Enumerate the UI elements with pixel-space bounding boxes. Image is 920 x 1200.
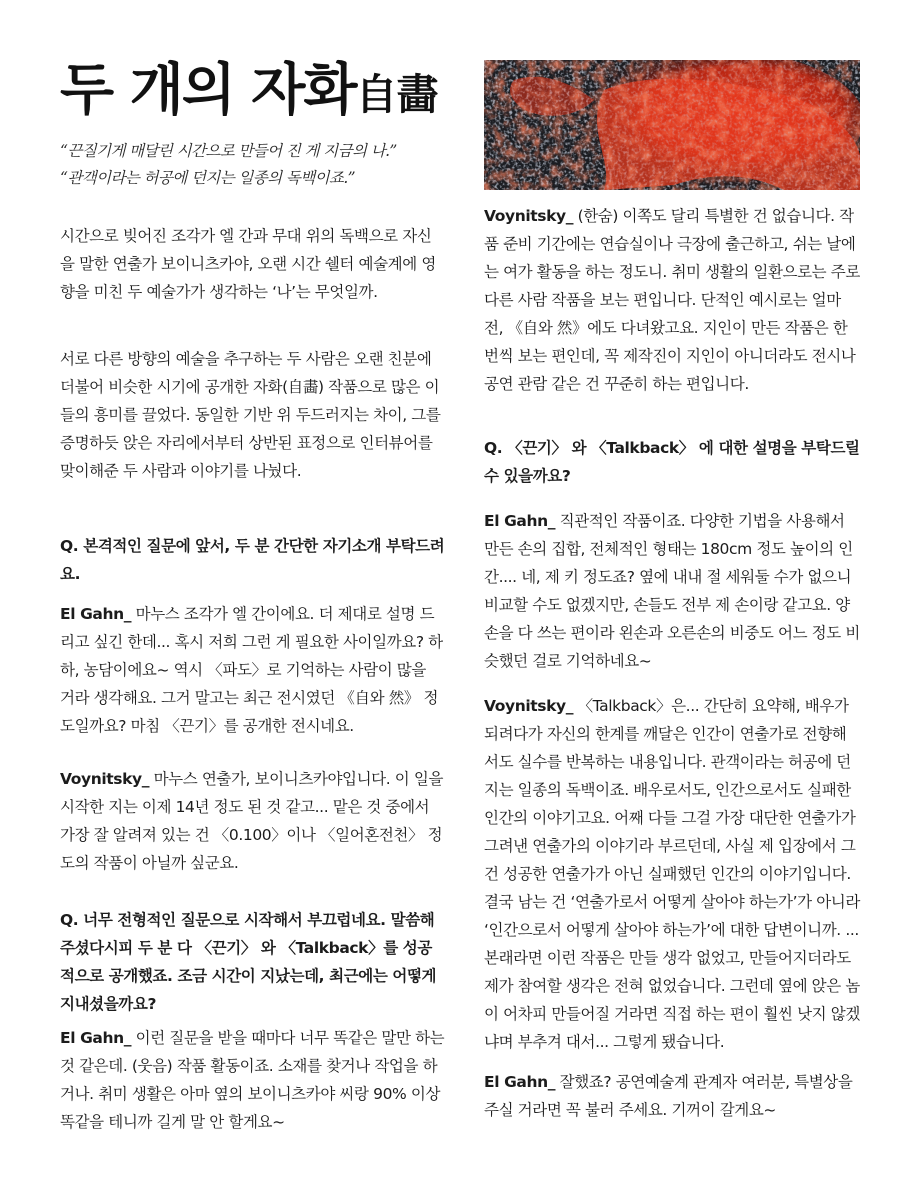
answer-text: 잘했죠? 공연예술계 관계자 여러분, 특별상을 주실 거라면 꼭 불러 주세요. 기꺼이 갈게요~ [484, 1073, 853, 1119]
intro-paragraph: 서로 다른 방향의 예술을 추구하는 두 사람은 오랜 친분에 더불어 비슷한 시기에 공개한 자화(自畵) 작품으로 많은 이들의 흥미를 끌었다. 동일한 기반 위 두드러지는 차이, 그를 증명하듯 앉은 자리에서부터 상반된 표정으로 인터뷰어를 맞이해준 두 사람과 이야기를 나눴다. [60, 350, 441, 480]
pull-quote: “관객이라는 허공에 던지는 일종의 독백이죠.” [60, 169, 355, 187]
speaker-name: El Gahn_ [484, 512, 556, 530]
answer-text: 〈Talkback〉은... 간단히 요약해, 배우가 되려다가 자신의 한계를 깨달은 인간이 연출가로 전향해서도 실수를 반복하는 내용입니다. 관객이라는 허공에 던지는 일종의 독백이죠. 배우로서도, 인간으로서도 실패한 인간의 이야기고요. 어째 다들 그걸 가장 대단한 연출가가 그려낸 연출가의 이야기라 부르던데, 사실 제 입장에서 그건 성공한 연출가가 아닌 실패했던 인간의 이야기입니다. 결국 남는 건 ‘연출가로서 어떻게 살아야 하는가’가 아니라 ‘인간으로서 어떻게 살아야 하는가’에 대한 답변이니까. ...본래라면 이런 작품은 만들 생각 없었고, 만들어지더라도 제가 참여할 생각은 전혀 없었습니다. 그런데 옆에 앉은 놈이 어차피 만들어질 거라면 직접 하는 편이 훨씬 낫지 않겠냐며 부추겨 대서... 그렇게 됐습니다. [484, 697, 860, 1051]
speaker-name: El Gahn_ [60, 1029, 132, 1047]
interview-answer [484, 202, 860, 398]
speaker-name: Voynitsky_ [484, 207, 574, 225]
interview-answer [484, 507, 860, 675]
speaker-name: El Gahn_ [484, 1073, 556, 1091]
interview-answer [60, 600, 445, 740]
artwork-image [484, 60, 860, 190]
intro-paragraph: 시간으로 빚어진 조각가 엘 간과 무대 위의 독백으로 자신을 말한 연출가 보이니츠카야, 오랜 시간 쉘터 예술계에 영향을 미친 두 예술가가 생각하는 ‘나’는 무엇일까. [60, 227, 436, 301]
speaker-name: El Gahn_ [60, 605, 132, 623]
pull-quote: “끈질기게 매달린 시간으로 만들어 진 게 지금의 나.” [60, 142, 397, 160]
interview-question: Q. 너무 전형적인 질문으로 시작해서 부끄럽네요. 말씀해주셨다시피 두 분 다 〈끈기〉 와 〈Talkback〉를 성공적으로 공개했죠. 조금 시간이 지났는데, 최근에는 어떻게 지내셨을까요? [60, 911, 437, 1013]
answer-text: 마누스 조각가 엘 간이에요. 더 제대로 설명 드리고 싶긴 한데... 혹시 저희 그런 게 필요한 사이일까요? 하하, 농담이에요~ 역시 〈파도〉로 기억하는 사람이 많을 거라 생각해요. 그거 말고는 최근 전시였던 《自와 然》 정도일까요? 마침 〈끈기〉를 공개한 전시네요. [60, 605, 443, 735]
interview-answer [484, 692, 860, 1056]
speaker-name: Voynitsky_ [60, 770, 150, 788]
interview-answer [60, 1024, 445, 1136]
answer-text: 직관적인 작품이죠. 다양한 기법을 사용해서 만든 손의 집합, 전체적인 형태는 180cm 정도 높이의 인간.... 네, 제 키 정도죠? 옆에 내내 절 세워둘 수가 없으니 비교할 수도 없겠지만, 손들도 전부 제 손이랑 같고요. 양손을 다 쓰는 편이라 왼손과 오른손의 비중도 어느 정도 비슷했던 걸로 기억하네요~ [484, 512, 860, 670]
title-main: 두 개의 자화 [60, 57, 356, 123]
interview-answer [484, 1068, 860, 1124]
speaker-name: Voynitsky_ [484, 697, 574, 715]
title-hanja: 自畵 [355, 70, 438, 119]
artwork-texture [484, 60, 860, 190]
interview-question: Q. 본격적인 질문에 앞서, 두 분 간단한 자기소개 부탁드려요. [60, 537, 445, 583]
answer-text: 마누스 연출가, 보이니츠카야입니다. 이 일을 시작한 지는 이제 14년 정도 된 것 같고... 맡은 것 중에서 가장 잘 알려져 있는 건 〈0.100〉이나 〈일어혼전천〉 정도의 작품이 아닐까 싶군요. [60, 770, 444, 872]
pull-quotes [60, 138, 460, 192]
interview-answer [60, 765, 445, 877]
answer-text: 이런 질문을 받을 때마다 너무 똑같은 말만 하는 것 같은데. (웃음) 작품 활동이죠. 소재를 찾거나 작업을 하거나. 취미 생활은 아마 옆의 보이니츠카야 씨랑 90% 이상 똑같을 테니까 길게 말 안 할게요~ [60, 1029, 445, 1131]
answer-text: (한숨) 이쪽도 달리 특별한 건 없습니다. 작품 준비 기간에는 연습실이나 극장에 출근하고, 쉬는 날에는 여가 활동을 하는 정도니. 취미 생활의 일환으로는 주로 다른 사람 작품을 보는 편입니다. 단적인 예시로는 얼마 전, 《自와 然》에도 다녀왔고요. 지인이 만든 작품은 한 번씩 보는 편인데, 꼭 제작진이 지인이 아니더라도 전시나 공연 관람 같은 건 꾸준히 하는 편입니다. [484, 207, 860, 393]
article-title [60, 55, 460, 130]
interview-question: Q. 〈끈기〉 와 〈Talkback〉 에 대한 설명을 부탁드릴 수 있을까요? [484, 439, 860, 485]
